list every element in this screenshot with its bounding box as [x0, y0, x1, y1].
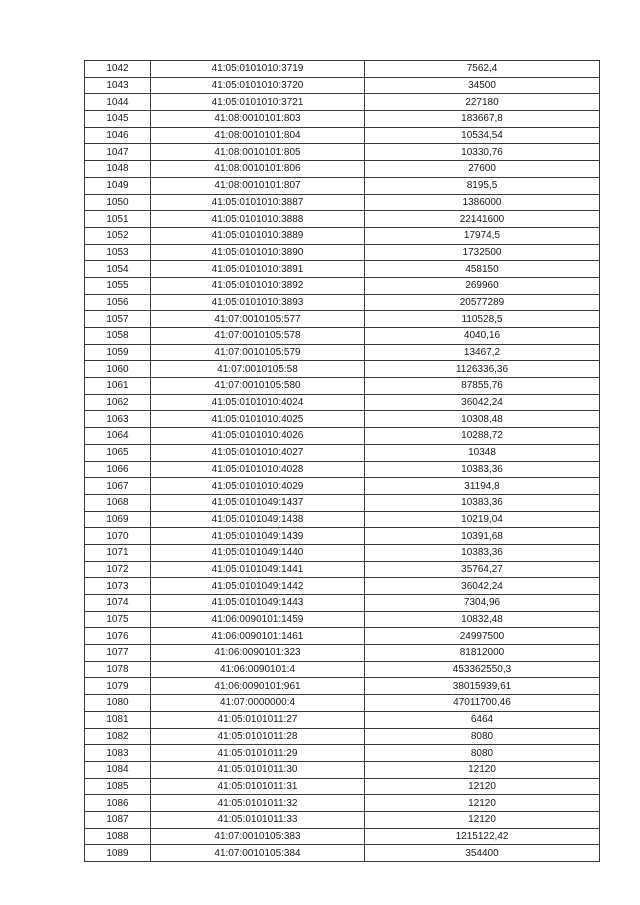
row-number-cell: 1051	[85, 211, 151, 228]
row-number-cell: 1062	[85, 394, 151, 411]
cadastral-number-cell: 41:08:0010101:807	[151, 177, 365, 194]
row-number-cell: 1079	[85, 678, 151, 695]
cadastral-number-cell: 41:05:0101011:29	[151, 745, 365, 762]
table-row	[85, 194, 600, 211]
table-row	[85, 294, 600, 311]
cadastral-value-cell: 81812000	[365, 645, 600, 662]
table-row	[85, 461, 600, 478]
cadastral-value-cell: 10383,36	[365, 461, 600, 478]
row-number-cell: 1069	[85, 511, 151, 528]
cadastral-number-cell: 41:05:0101010:4028	[151, 461, 365, 478]
table-row	[85, 211, 600, 228]
table-row	[85, 394, 600, 411]
table-row	[85, 811, 600, 828]
table-row	[85, 728, 600, 745]
table-row	[85, 511, 600, 528]
row-number-cell: 1050	[85, 194, 151, 211]
table-row	[85, 328, 600, 345]
table-row	[85, 161, 600, 178]
table-row	[85, 778, 600, 795]
table-row	[85, 478, 600, 495]
row-number-cell: 1049	[85, 177, 151, 194]
cadastral-value-table	[84, 60, 600, 862]
row-number-cell: 1080	[85, 695, 151, 712]
cadastral-value-cell: 458150	[365, 261, 600, 278]
cadastral-value-cell: 24997500	[365, 628, 600, 645]
cadastral-number-cell: 41:07:0000000:4	[151, 695, 365, 712]
table-row	[85, 745, 600, 762]
table-row	[85, 628, 600, 645]
table-row	[85, 227, 600, 244]
cadastral-number-cell: 41:08:0010101:804	[151, 127, 365, 144]
cadastral-value-cell: 354400	[365, 845, 600, 862]
table-row	[85, 428, 600, 445]
table-row	[85, 311, 600, 328]
cadastral-value-cell: 8080	[365, 745, 600, 762]
cadastral-number-cell: 41:07:0010105:58	[151, 361, 365, 378]
row-number-cell: 1055	[85, 277, 151, 294]
cadastral-value-cell: 1215122,42	[365, 828, 600, 845]
table-row	[85, 94, 600, 111]
cadastral-value-cell: 12120	[365, 811, 600, 828]
table-row	[85, 645, 600, 662]
cadastral-number-cell: 41:05:0101010:3891	[151, 261, 365, 278]
cadastral-number-cell: 41:05:0101011:32	[151, 795, 365, 812]
cadastral-number-cell: 41:07:0010105:580	[151, 378, 365, 395]
cadastral-value-cell: 20577289	[365, 294, 600, 311]
table-row	[85, 177, 600, 194]
cadastral-value-cell: 1732500	[365, 244, 600, 261]
table-row	[85, 378, 600, 395]
row-number-cell: 1044	[85, 94, 151, 111]
table-row	[85, 361, 600, 378]
cadastral-number-cell: 41:05:0101049:1441	[151, 561, 365, 578]
cadastral-value-cell: 227180	[365, 94, 600, 111]
cadastral-number-cell: 41:05:0101010:3889	[151, 227, 365, 244]
cadastral-value-cell: 31194,8	[365, 478, 600, 495]
cadastral-number-cell: 41:08:0010101:805	[151, 144, 365, 161]
cadastral-number-cell: 41:07:0010105:383	[151, 828, 365, 845]
cadastral-number-cell: 41:08:0010101:803	[151, 111, 365, 128]
cadastral-value-cell: 10391,68	[365, 528, 600, 545]
table-row	[85, 828, 600, 845]
cadastral-value-cell: 35764,27	[365, 561, 600, 578]
cadastral-value-cell: 10383,36	[365, 494, 600, 511]
row-number-cell: 1084	[85, 761, 151, 778]
cadastral-number-cell: 41:06:0090101:1459	[151, 611, 365, 628]
row-number-cell: 1083	[85, 745, 151, 762]
table-row	[85, 528, 600, 545]
cadastral-number-cell: 41:05:0101010:4026	[151, 428, 365, 445]
table-row	[85, 795, 600, 812]
cadastral-value-cell: 13467,2	[365, 344, 600, 361]
row-number-cell: 1078	[85, 661, 151, 678]
cadastral-number-cell: 41:07:0010105:577	[151, 311, 365, 328]
cadastral-value-cell: 10219,04	[365, 511, 600, 528]
row-number-cell: 1081	[85, 711, 151, 728]
cadastral-number-cell: 41:05:0101049:1438	[151, 511, 365, 528]
cadastral-number-cell: 41:05:0101011:31	[151, 778, 365, 795]
cadastral-value-cell: 22141600	[365, 211, 600, 228]
cadastral-number-cell: 41:05:0101049:1440	[151, 544, 365, 561]
cadastral-number-cell: 41:07:0010105:579	[151, 344, 365, 361]
table-row	[85, 261, 600, 278]
row-number-cell: 1074	[85, 595, 151, 612]
cadastral-value-cell: 12120	[365, 761, 600, 778]
row-number-cell: 1059	[85, 344, 151, 361]
row-number-cell: 1067	[85, 478, 151, 495]
table-row	[85, 244, 600, 261]
table-row	[85, 411, 600, 428]
table-row	[85, 344, 600, 361]
table-row	[85, 111, 600, 128]
row-number-cell: 1058	[85, 328, 151, 345]
cadastral-number-cell: 41:05:0101011:28	[151, 728, 365, 745]
cadastral-value-cell: 27600	[365, 161, 600, 178]
cadastral-value-cell: 269960	[365, 277, 600, 294]
row-number-cell: 1077	[85, 645, 151, 662]
row-number-cell: 1043	[85, 77, 151, 94]
table-row	[85, 845, 600, 862]
row-number-cell: 1068	[85, 494, 151, 511]
table-row	[85, 561, 600, 578]
table-row	[85, 611, 600, 628]
row-number-cell: 1087	[85, 811, 151, 828]
cadastral-number-cell: 41:05:0101049:1439	[151, 528, 365, 545]
table-row	[85, 61, 600, 78]
cadastral-value-cell: 7562,4	[365, 61, 600, 78]
table-body	[85, 61, 600, 862]
row-number-cell: 1053	[85, 244, 151, 261]
cadastral-number-cell: 41:05:0101010:3720	[151, 77, 365, 94]
row-number-cell: 1082	[85, 728, 151, 745]
row-number-cell: 1071	[85, 544, 151, 561]
table-row	[85, 761, 600, 778]
cadastral-number-cell: 41:05:0101011:27	[151, 711, 365, 728]
cadastral-number-cell: 41:05:0101049:1443	[151, 595, 365, 612]
table-row	[85, 678, 600, 695]
row-number-cell: 1060	[85, 361, 151, 378]
cadastral-value-cell: 36042,24	[365, 578, 600, 595]
cadastral-number-cell: 41:05:0101049:1442	[151, 578, 365, 595]
row-number-cell: 1070	[85, 528, 151, 545]
row-number-cell: 1076	[85, 628, 151, 645]
cadastral-value-cell: 453362550,3	[365, 661, 600, 678]
cadastral-value-cell: 4040,16	[365, 328, 600, 345]
cadastral-value-cell: 10330,76	[365, 144, 600, 161]
cadastral-number-cell: 41:08:0010101:806	[151, 161, 365, 178]
cadastral-value-cell: 7304,96	[365, 595, 600, 612]
row-number-cell: 1089	[85, 845, 151, 862]
cadastral-value-cell: 8195,5	[365, 177, 600, 194]
cadastral-number-cell: 41:05:0101010:4029	[151, 478, 365, 495]
cadastral-value-cell: 10308,48	[365, 411, 600, 428]
row-number-cell: 1085	[85, 778, 151, 795]
cadastral-value-cell: 6464	[365, 711, 600, 728]
table-row	[85, 444, 600, 461]
table-row	[85, 595, 600, 612]
cadastral-value-cell: 10288,72	[365, 428, 600, 445]
row-number-cell: 1072	[85, 561, 151, 578]
cadastral-number-cell: 41:05:0101010:4024	[151, 394, 365, 411]
cadastral-value-cell: 1386000	[365, 194, 600, 211]
cadastral-value-cell: 34500	[365, 77, 600, 94]
cadastral-value-cell: 12120	[365, 795, 600, 812]
row-number-cell: 1042	[85, 61, 151, 78]
cadastral-number-cell: 41:06:0090101:1461	[151, 628, 365, 645]
cadastral-value-cell: 10534,54	[365, 127, 600, 144]
table-row	[85, 494, 600, 511]
cadastral-value-cell: 10383,36	[365, 544, 600, 561]
row-number-cell: 1052	[85, 227, 151, 244]
table-row	[85, 77, 600, 94]
table-row	[85, 127, 600, 144]
row-number-cell: 1046	[85, 127, 151, 144]
table-row	[85, 711, 600, 728]
table-row	[85, 144, 600, 161]
row-number-cell: 1057	[85, 311, 151, 328]
row-number-cell: 1054	[85, 261, 151, 278]
cadastral-number-cell: 41:06:0090101:4	[151, 661, 365, 678]
cadastral-value-cell: 38015939,61	[365, 678, 600, 695]
row-number-cell: 1066	[85, 461, 151, 478]
row-number-cell: 1061	[85, 378, 151, 395]
row-number-cell: 1056	[85, 294, 151, 311]
cadastral-value-cell: 12120	[365, 778, 600, 795]
cadastral-number-cell: 41:05:0101010:4027	[151, 444, 365, 461]
cadastral-value-cell: 1126336,36	[365, 361, 600, 378]
cadastral-number-cell: 41:07:0010105:384	[151, 845, 365, 862]
cadastral-value-cell: 10832,48	[365, 611, 600, 628]
cadastral-value-cell: 47011700,46	[365, 695, 600, 712]
cadastral-number-cell: 41:05:0101010:4025	[151, 411, 365, 428]
cadastral-number-cell: 41:06:0090101:961	[151, 678, 365, 695]
table-row	[85, 544, 600, 561]
cadastral-value-cell: 17974,5	[365, 227, 600, 244]
table-row	[85, 695, 600, 712]
cadastral-number-cell: 41:07:0010105:578	[151, 328, 365, 345]
cadastral-number-cell: 41:05:0101010:3893	[151, 294, 365, 311]
table-row	[85, 277, 600, 294]
cadastral-value-cell: 36042,24	[365, 394, 600, 411]
row-number-cell: 1088	[85, 828, 151, 845]
cadastral-number-cell: 41:05:0101049:1437	[151, 494, 365, 511]
row-number-cell: 1075	[85, 611, 151, 628]
row-number-cell: 1063	[85, 411, 151, 428]
cadastral-number-cell: 41:05:0101010:3888	[151, 211, 365, 228]
cadastral-number-cell: 41:05:0101010:3721	[151, 94, 365, 111]
cadastral-number-cell: 41:05:0101010:3719	[151, 61, 365, 78]
cadastral-number-cell: 41:06:0090101:323	[151, 645, 365, 662]
row-number-cell: 1048	[85, 161, 151, 178]
row-number-cell: 1065	[85, 444, 151, 461]
cadastral-value-cell: 110528,5	[365, 311, 600, 328]
row-number-cell: 1086	[85, 795, 151, 812]
cadastral-number-cell: 41:05:0101010:3887	[151, 194, 365, 211]
cadastral-number-cell: 41:05:0101010:3890	[151, 244, 365, 261]
cadastral-number-cell: 41:05:0101011:33	[151, 811, 365, 828]
table-row	[85, 578, 600, 595]
cadastral-number-cell: 41:05:0101011:30	[151, 761, 365, 778]
row-number-cell: 1047	[85, 144, 151, 161]
cadastral-value-cell: 183667,8	[365, 111, 600, 128]
cadastral-value-cell: 10348	[365, 444, 600, 461]
table-row	[85, 661, 600, 678]
row-number-cell: 1073	[85, 578, 151, 595]
row-number-cell: 1064	[85, 428, 151, 445]
cadastral-number-cell: 41:05:0101010:3892	[151, 277, 365, 294]
cadastral-value-cell: 87855,76	[365, 378, 600, 395]
row-number-cell: 1045	[85, 111, 151, 128]
cadastral-value-cell: 8080	[365, 728, 600, 745]
